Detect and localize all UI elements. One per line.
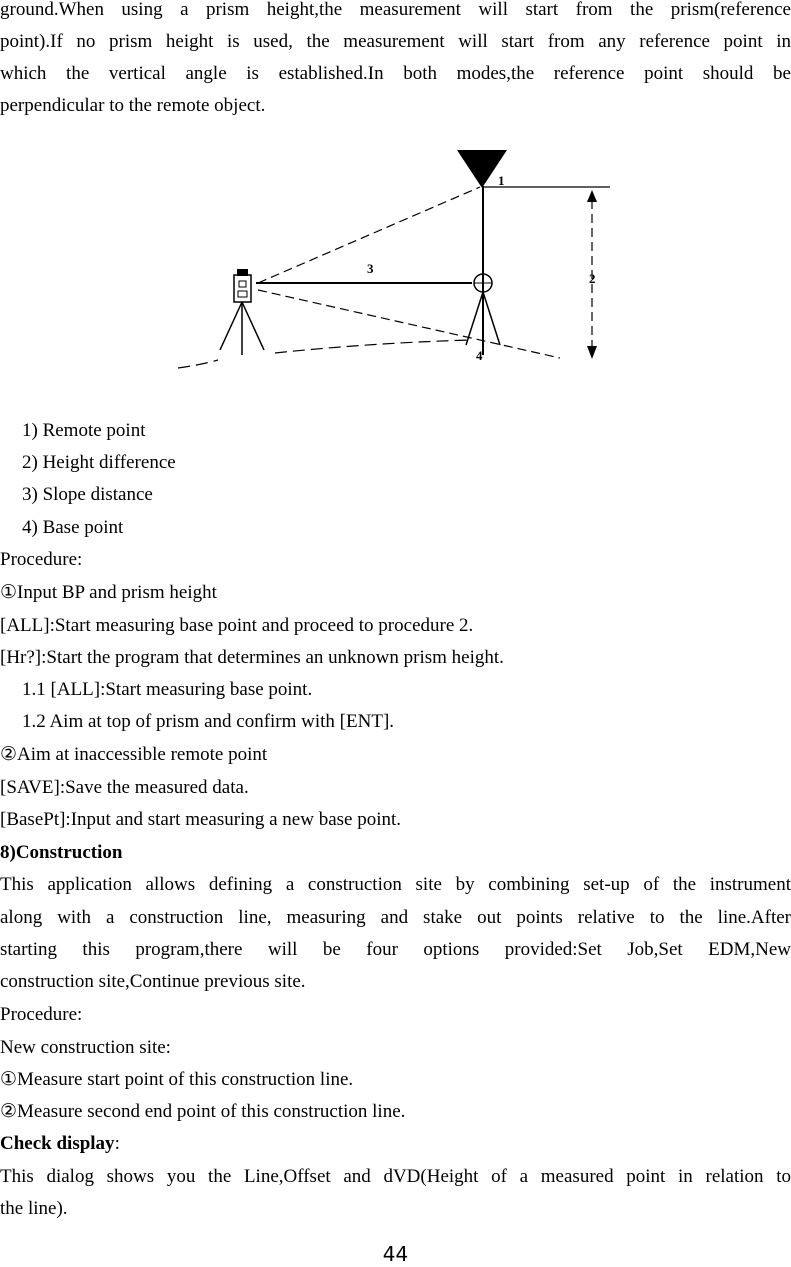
- arrow-down: [587, 346, 597, 359]
- check-display-colon: :: [114, 1133, 120, 1154]
- label-height-difference: 2: [589, 271, 596, 286]
- section-heading-construction: 8)Construction: [0, 842, 123, 863]
- construction-step-1: ①Measure start point of this construction line.: [0, 1069, 354, 1090]
- procedure-sub-1: 1.1 [ALL]:Start measuring base point.: [22, 679, 313, 700]
- procedure-basept: [BasePt]:Input and start measuring a new base point.: [0, 809, 402, 830]
- intro-line-2: point).If no prism height is used, the measurement will start from any reference point in: [0, 31, 791, 52]
- label-remote-point: 1: [498, 173, 505, 188]
- procedure-step-2: ②Aim at inaccessible remote point: [0, 744, 268, 765]
- legend-item-3: 3) Slope distance: [22, 484, 153, 505]
- construction-line-2: along with a construction line, measuring and stake out points relative to the line.After: [0, 907, 791, 928]
- procedure-save: [SAVE]:Save the measured data.: [0, 777, 249, 798]
- construction-new-site: New construction site:: [0, 1037, 171, 1058]
- check-display-bold: Check display: [0, 1133, 115, 1154]
- construction-line-4: construction site,Continue previous site.: [0, 971, 306, 992]
- procedure-heading: Procedure:: [0, 549, 83, 570]
- check-display-heading: [0, 1128, 791, 1160]
- construction-line-1: This application allows defining a construction site by combining set-up of the instrument: [0, 874, 791, 895]
- page-number: 44: [382, 1242, 409, 1266]
- legend-item-2: 2) Height difference: [22, 452, 176, 473]
- label-base-point: 4: [476, 348, 483, 363]
- intro-line-1: ground.When using a prism height,the measurement will start from the prism(reference: [0, 0, 791, 20]
- arrow-up: [587, 190, 597, 202]
- intro-line-3: which the vertical angle is established.In both modes,the reference point should be: [0, 63, 791, 84]
- legend-item-4: 4) Base point: [22, 517, 124, 538]
- legend-item-1: 1) Remote point: [22, 420, 146, 441]
- remote-height-diagram: [170, 140, 620, 380]
- construction-procedure-heading: Procedure:: [0, 1004, 83, 1025]
- procedure-step-1: ①Input BP and prism height: [0, 582, 217, 603]
- construction-line-3: starting this program,there will be four options provided:Set Job,Set EDM,New: [0, 939, 791, 960]
- label-slope-distance: 3: [367, 261, 374, 276]
- procedure-hr: [Hr?]:Start the program that determines an unknown prism height.: [0, 647, 504, 668]
- construction-step-2: ②Measure second end point of this construction line.: [0, 1101, 406, 1122]
- procedure-sub-2: 1.2 Aim at top of prism and confirm with [ENT].: [22, 711, 395, 732]
- intro-line-4: perpendicular to the remote object.: [0, 95, 266, 116]
- procedure-all: [ALL]:Start measuring base point and proceed to procedure 2.: [0, 615, 474, 636]
- check-display-line-2: the line).: [0, 1198, 68, 1219]
- check-display-line-1: This dialog shows you the Line,Offset and dVD(Height of a measured point in relation to: [0, 1166, 791, 1187]
- instrument-icon: [234, 275, 251, 302]
- ground-line: [178, 340, 470, 368]
- slope-line-base: [258, 290, 560, 358]
